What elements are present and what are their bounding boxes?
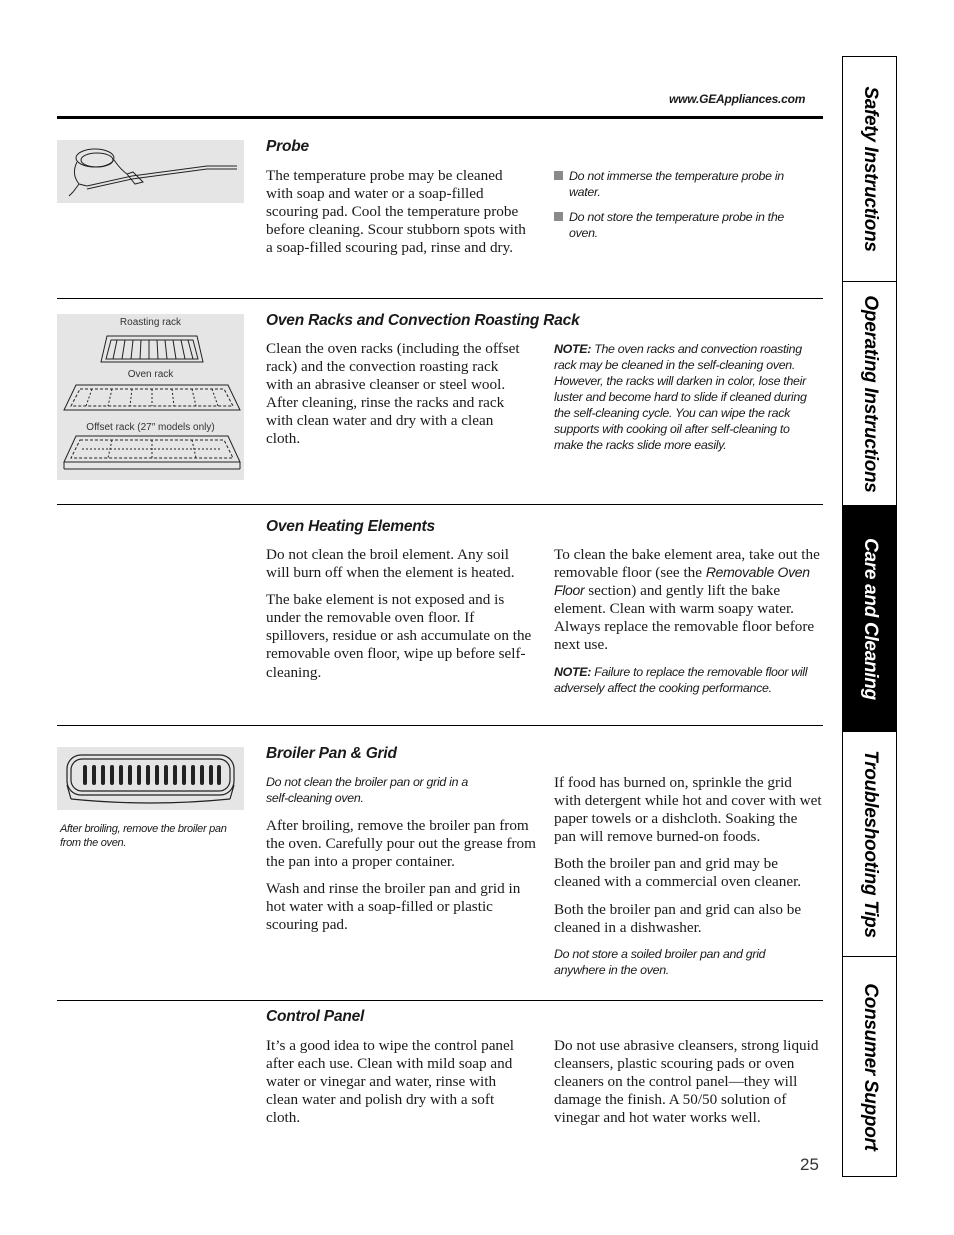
note-label: NOTE: (554, 342, 592, 356)
broiler-caption: After broiling, remove the broiler pan from the oven. (60, 823, 227, 849)
heating-paragraph: Do not clean the broil element. Any soil will burn off when the element is heated. (266, 546, 515, 582)
broiler-paragraph: Both the broiler pan and grid can also be cleaned in a dishwasher. (554, 900, 802, 936)
note-text: Failure to replace the removable floor will adversely affect the cooking performance. (554, 664, 808, 695)
removable-oven-floor-reference: Removable Oven Floor (554, 564, 810, 599)
broiler-paragraph: Both the broiler pan and grid may be cleaned with a commercial oven cleaner. (554, 855, 802, 891)
control-paragraph: It’s a good idea to wipe the control panel after each use. Clean with mild soap and water or vinegar and water, rinse with clean water and polish dry with a soft cloth. (266, 1037, 514, 1127)
control-left-column (266, 1037, 516, 1136)
racks-title: Oven Racks and Convection Roasting Rack (266, 312, 580, 329)
offset-rack-icon (62, 432, 242, 472)
racks-illustration (57, 314, 244, 480)
oven-rack-icon (62, 382, 242, 414)
website-url: www.GEAppliances.com (669, 92, 806, 106)
heating-right-column (554, 546, 822, 696)
tab-consumer-support[interactable] (843, 957, 896, 1176)
bullet-item (554, 209, 786, 241)
bullet-item (554, 168, 786, 200)
section-divider (57, 725, 823, 726)
bullet-square (554, 212, 563, 221)
broiler-left-column (266, 774, 536, 944)
broiler-pan-icon (57, 747, 244, 810)
tab-label: Operating Instructions (859, 294, 881, 493)
probe-illustration (57, 140, 244, 203)
probe-body (266, 167, 528, 266)
racks-body (266, 340, 528, 458)
broiler-right-column (554, 774, 822, 987)
header-rule (57, 116, 823, 119)
note-label: NOTE: (554, 664, 592, 679)
tab-label: Care and Cleaning (859, 537, 881, 700)
temperature-probe-icon (57, 140, 244, 203)
note-text: The oven racks and convection roasting rack may be cleaned in the self-cleaning oven. However, the racks will darken in color, lose their luster and become hard to slide if cleaned during the self-cleaning cycle. You can wipe the rack supports with cooking oil after self-cleaning to make the racks slide more easily. (554, 342, 807, 452)
bullet-text: Do not immerse the temperature probe in water. (569, 169, 784, 199)
bullet-square (554, 171, 563, 180)
oven-rack-label: Oven rack (127, 369, 174, 380)
heating-note (554, 664, 822, 696)
probe-bullets (554, 168, 786, 250)
section-divider (57, 504, 823, 505)
broiler-paragraph: Wash and rinse the broiler pan and grid in hot water with a soap-filled or plastic scouring pad. (266, 880, 521, 934)
tab-label: Troubleshooting Tips (859, 750, 881, 938)
broiler-title: Broiler Pan & Grid (266, 745, 397, 762)
racks-paragraph: Clean the oven racks (including the offset rack) and the convection roasting rack with an abrasive cleanser or steel wool. After cleaning, rinse the racks and rack with clean water and dry with a clean cloth. (266, 340, 520, 448)
section-divider (57, 1000, 823, 1001)
tab-care-and-cleaning[interactable] (843, 506, 896, 732)
tab-troubleshooting-tips[interactable] (843, 732, 896, 957)
tab-operating-instructions[interactable] (843, 282, 896, 506)
broiler-paragraph: After broiling, remove the broiler pan from the oven. Carefully pour out the grease from the pan into a proper container. (266, 817, 536, 871)
section-divider (57, 298, 823, 299)
heating-title: Oven Heating Elements (266, 518, 435, 535)
tab-label: Safety Instructions (859, 86, 881, 252)
roasting-rack-icon (97, 332, 207, 366)
text-span: To clean the bake element area, take out the removable floor (see the (554, 546, 820, 582)
bullet-text: Do not store the temperature probe in the oven. (569, 210, 784, 240)
racks-note (554, 341, 820, 453)
control-right-column (554, 1037, 824, 1136)
page-number: 25 (800, 1155, 819, 1174)
roasting-rack-label: Roasting rack (119, 317, 182, 328)
broiler-illustration (57, 747, 244, 810)
text-span: section) and gently lift the bake element. Clean with warm soapy water. Always replace the removable floor before next use. (554, 582, 815, 654)
heating-left-column (266, 546, 534, 691)
broiler-warning: Do not store a soiled broiler pan and grid anywhere in the oven. (554, 946, 766, 977)
probe-title: Probe (266, 138, 309, 155)
probe-paragraph: The temperature probe may be cleaned with soap and water or a soap-filled scouring pad. Cool the temperature probe before cleaning. Scour stubborn spots with a soap-filled scouring pad, rinse and dry. (266, 167, 526, 257)
offset-rack-label: Offset rack (27″ models only) (86, 422, 215, 433)
tab-safety-instructions[interactable] (843, 57, 896, 282)
tab-label: Consumer Support (859, 982, 881, 1151)
control-title: Control Panel (266, 1008, 365, 1025)
heating-paragraph: The bake element is not exposed and is under the removable oven floor. If spillovers, residue or ash accumulate on the removable oven floor, wipe up before self-cleaning. (266, 591, 532, 681)
broiler-paragraph: If food has burned on, sprinkle the grid with detergent while hot and cover with wet paper towels or a dishcloth. Soaking the pan will remove burned-on foods. (554, 774, 822, 846)
section-tabs (842, 56, 897, 1177)
heating-paragraph (554, 546, 822, 655)
broiler-warning: Do not clean the broiler pan or grid in a self-cleaning oven. (266, 775, 468, 805)
control-paragraph: Do not use abrasive cleansers, strong liquid cleansers, plastic scouring pads or oven cleaners on the control panel—they will damage the finish. A 50/50 solution of vinegar and hot water works well. (554, 1037, 819, 1127)
